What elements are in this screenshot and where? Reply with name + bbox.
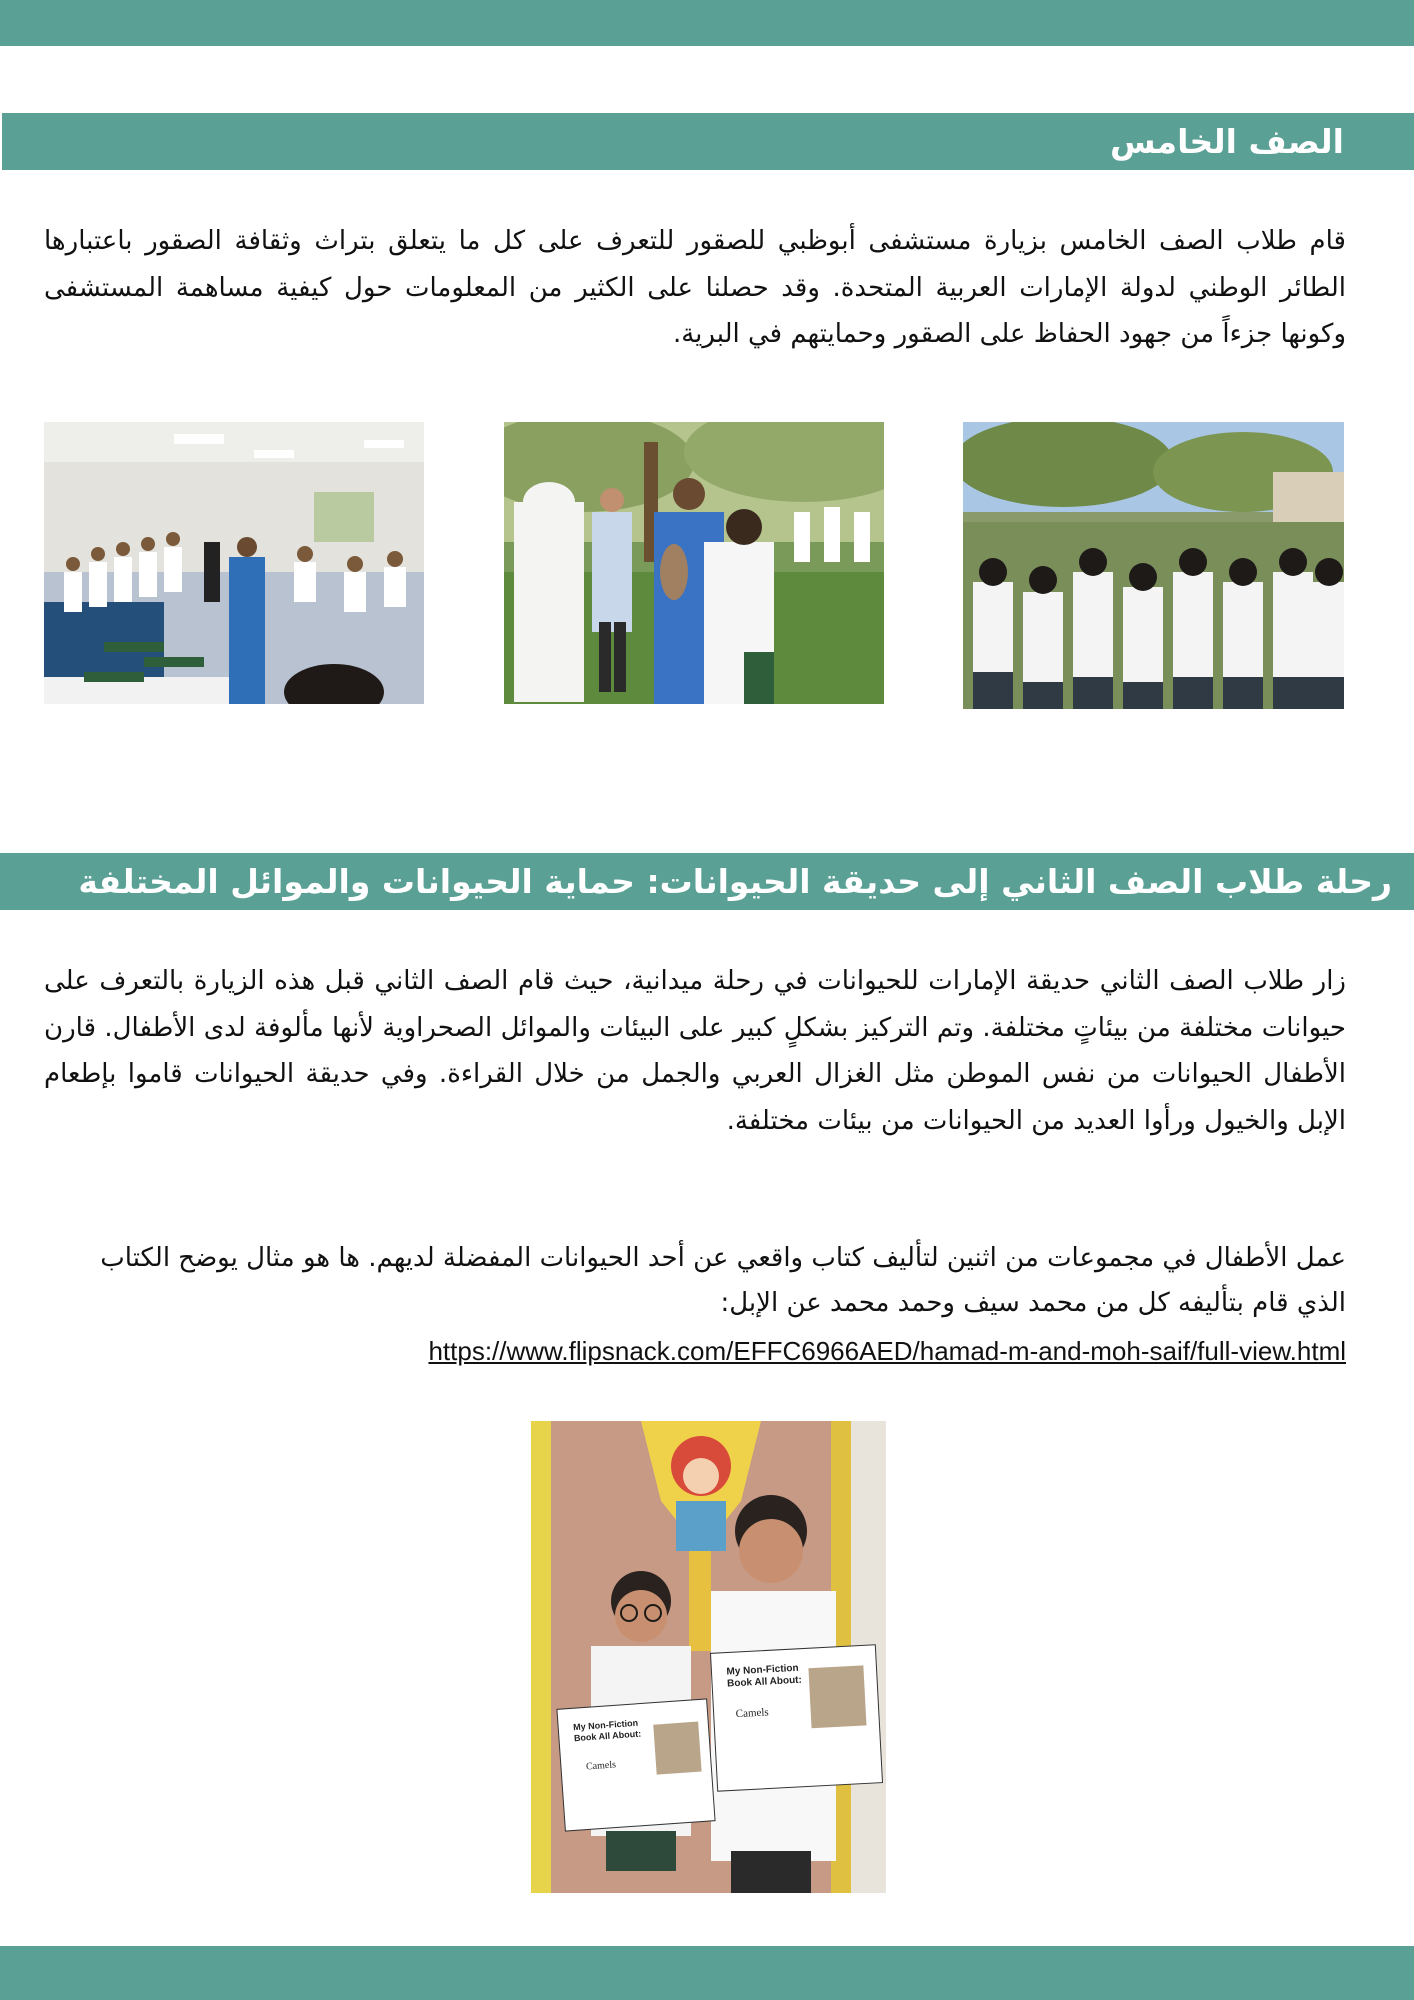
zoo-trip-paragraph: زار طلاب الصف الثاني حديقة الإمارات للحيوانات في رحلة ميدانية، حيث قام الصف الثاني قبل هذه الزيارة بالتعرف على حيوانات مختلفة من بيئاتٍ مختلفة. وتم التركيز بشكلٍ كبير على البيئات والموائل الصحراوية لأنها مألوفة لدى الأطفال. قارن الأطفال الحيوانات من نفس الموطن مثل الغزال العربي والجمل من خلال القراءة. وفي حديقة الحيوانات قاموا بإطعام الإبل والخيول ورأوا العديد من الحيوانات من بيئات مختلفة. — [44, 966, 1346, 1136]
book-left-line-1: My Non-Fiction — [572, 1717, 639, 1733]
falcon-handling-outdoor-photo — [504, 422, 884, 704]
book-right-line-2: Book All About: — [726, 1674, 803, 1690]
bottom-decorative-band — [0, 1946, 1414, 2000]
camels-book-right — [711, 1645, 883, 1791]
book-left-subject: Camels — [585, 1759, 617, 1773]
students-holding-books-photo — [531, 1421, 886, 1893]
book-link-line — [44, 1327, 1346, 1375]
students-group-outdoor-photo — [963, 422, 1344, 709]
section-title-zoo-trip — [0, 853, 1414, 910]
section-title-text: الصف الخامس — [1110, 122, 1344, 161]
book-right-line-1: My Non-Fiction — [726, 1662, 799, 1678]
flipsnack-book-link[interactable]: https://www.flipsnack.com/EFFC6966AED/hamad-m-and-moh-saif/full-view.html — [428, 1336, 1346, 1366]
book-right-subject: Camels — [735, 1706, 769, 1721]
section-title-text: رحلة طلاب الصف الثاني إلى حديقة الحيوانات: حماية الحيوانات والموائل المختلفة — [78, 862, 1392, 901]
top-decorative-band — [0, 0, 1414, 46]
falcon-hospital-paragraph: قام طلاب الصف الخامس بزيارة مستشفى أبوظبي للصقور للتعرف على كل ما يتعلق بتراث وثقافة الصقور باعتبارها الطائر الوطني لدولة الإمارات العربية المتحدة. وقد حصلنا على الكثير من المعلومات حول كيفية مساهمة المستشفى وكونها جزءاً من جهود الحفاظ على الصقور وحمايتهم في البرية. — [44, 226, 1346, 349]
book-left-line-2: Book All About: — [573, 1728, 642, 1744]
book-project-paragraph: عمل الأطفال في مجموعات من اثنين لتأليف كتاب واقعي عن أحد الحيوانات المفضلة لديهم. ها هو مثال يوضح الكتاب الذي قام بتأليفه كل من محمد سيف وحمد محمد عن الإبل: — [100, 1243, 1346, 1318]
section-title-grade-five — [2, 113, 1414, 170]
camels-book-left — [557, 1699, 715, 1831]
falcon-hospital-indoor-photo — [44, 422, 424, 704]
